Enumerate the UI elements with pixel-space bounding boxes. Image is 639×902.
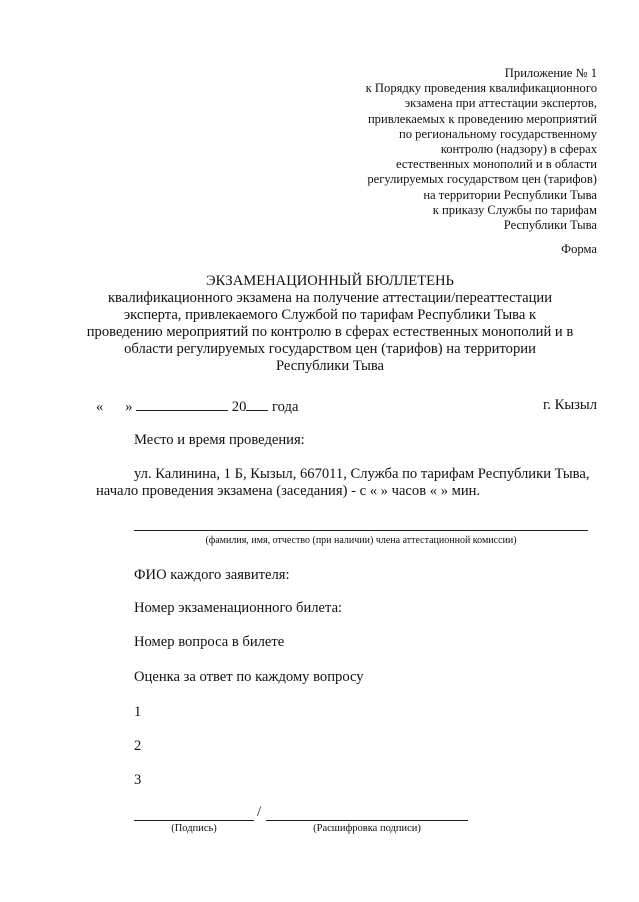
exam-start-line: начало проведения экзамена (заседания) - с « » часов « » мин.: [96, 483, 481, 499]
grade-label: Оценка за ответ по каждому вопросу: [134, 669, 364, 685]
commission-member-caption: (фамилия, имя, отчество (при наличии) члена аттестационной комиссии): [205, 535, 517, 546]
title-line: проведению мероприятий по контролю в сферах естественных монополий и в: [86, 324, 574, 340]
ticket-number-label: Номер экзаменационного билета:: [134, 600, 343, 616]
year-suffix: года: [272, 399, 299, 415]
title-line: эксперта, привлекаемого Службой по тарифам Республики Тыва к: [123, 307, 537, 323]
appendix-line: естественных монополий и в области: [395, 157, 597, 172]
signature-decoding-caption: (Расшифровка подписи): [313, 823, 421, 834]
appendix-line: на территории Республики Тыва: [423, 187, 597, 202]
date-field: [96, 397, 298, 416]
appendix-line: экзамена при аттестации экспертов,: [404, 96, 597, 111]
signature-blank-line[interactable]: [134, 820, 254, 821]
appendix-line: по региональному государственному: [399, 126, 597, 141]
commission-member-blank-line[interactable]: [134, 530, 588, 531]
place-time-label: Место и время проведения:: [134, 432, 305, 448]
year-blank-line[interactable]: [246, 397, 268, 411]
signature-separator: /: [257, 804, 262, 820]
address-line: ул. Калинина, 1 Б, Кызыл, 667011, Служба по тарифам Республики Тыва,: [134, 466, 590, 482]
appendix-line: Республики Тыва: [503, 218, 597, 233]
question-item-3: 3: [134, 772, 142, 788]
appendix-line: к приказу Службы по тарифам: [432, 202, 597, 217]
signature-decoding-blank-line[interactable]: [266, 820, 468, 821]
appendix-header: [366, 66, 597, 233]
question-item-1: 1: [134, 704, 142, 720]
document-title: [70, 273, 590, 375]
appendix-line: привлекаемых к проведению мероприятий: [367, 111, 597, 126]
signature-caption: (Подпись): [171, 823, 217, 834]
date-close-quote: »: [125, 399, 133, 415]
date-row: [96, 397, 597, 415]
address-block: [96, 466, 597, 500]
applicant-label: ФИО каждого заявителя:: [134, 567, 290, 583]
appendix-line: регулируемых государством цен (тарифов): [367, 172, 597, 187]
year-prefix: 20: [231, 399, 247, 415]
month-blank-line[interactable]: [136, 397, 228, 411]
question-number-label: Номер вопроса в билете: [134, 634, 285, 650]
city: г. Кызыл: [542, 397, 597, 413]
title-line: Республики Тыва: [275, 358, 385, 374]
date-open-quote: «: [96, 399, 104, 415]
appendix-line: Приложение № 1: [504, 66, 597, 80]
appendix-line: к Порядку проведения квалификационного: [365, 81, 597, 96]
title-line: области регулируемых государством цен (тарифов) на территории: [124, 341, 536, 357]
title-heading: ЭКЗАМЕНАЦИОННЫЙ БЮЛЛЕТЕНЬ: [206, 273, 454, 289]
title-line: квалификационного экзамена на получение аттестации/переаттестации: [107, 290, 553, 306]
appendix-line: контролю (надзору) в сферах: [440, 142, 597, 157]
form-label: Форма: [561, 242, 597, 256]
question-item-2: 2: [134, 738, 142, 754]
